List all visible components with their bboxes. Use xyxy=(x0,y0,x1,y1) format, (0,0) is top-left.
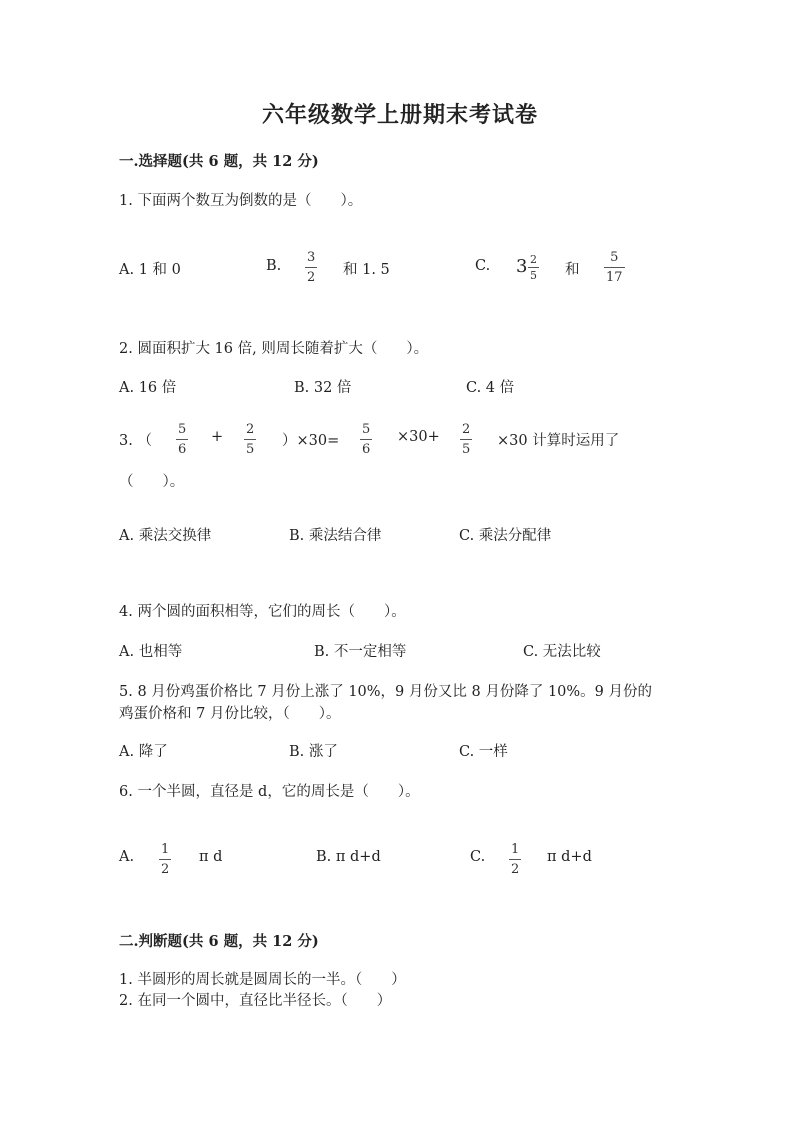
fraction-denominator: 2 xyxy=(511,862,520,877)
q6-option-b: B. π d+d xyxy=(316,849,381,865)
q3-option-a: A. 乘法交换律 xyxy=(119,528,212,544)
q5-option-c: C. 一样 xyxy=(459,744,508,760)
fraction-denominator: 2 xyxy=(161,862,170,877)
fraction-bar xyxy=(159,859,171,860)
q5-option-a: A. 降了 xyxy=(119,744,168,760)
q1-option-b-rest: 和 1. 5 xyxy=(343,262,390,278)
fraction-bar xyxy=(509,859,521,860)
q1-option-b-fraction xyxy=(305,251,317,284)
fraction-bar xyxy=(604,267,625,268)
q6-option-c-label: C. xyxy=(470,849,486,865)
question-5-line-2: 鸡蛋价格和 7 月份比较，（ ）。 xyxy=(119,706,341,722)
q2-option-c: C. 4 倍 xyxy=(466,380,515,396)
q1-option-c-fraction xyxy=(528,254,539,281)
q6-option-c-fraction xyxy=(509,843,521,876)
q3-fraction-1 xyxy=(176,423,188,456)
fraction-numerator: 5 xyxy=(178,422,187,437)
judgement-question-2: 2. 在同一个圆中，直径比半径长。（ ） xyxy=(119,993,392,1009)
fraction-bar xyxy=(176,439,188,440)
question-3-prefix: 3. （ xyxy=(119,433,152,449)
q4-option-b: B. 不一定相等 xyxy=(314,644,407,660)
fraction-bar xyxy=(305,267,317,268)
question-1: 1. 下面两个数互为倒数的是（ ）。 xyxy=(119,193,363,209)
fraction-numerator: 3 xyxy=(307,250,316,265)
q1-option-b-label: B. xyxy=(266,258,282,274)
judgement-question-1: 1. 半圆形的周长就是圆周长的一半。（ ） xyxy=(119,972,406,988)
q2-option-a: A. 16 倍 xyxy=(119,380,177,396)
fraction-denominator: 6 xyxy=(362,442,371,457)
q3-option-c: C. 乘法分配律 xyxy=(459,528,552,544)
fraction-numerator: 5 xyxy=(362,422,371,437)
fraction-denominator: 5 xyxy=(246,442,255,457)
q5-option-b: B. 涨了 xyxy=(289,744,338,760)
question-4: 4. 两个圆的面积相等，它们的周长（ ）。 xyxy=(119,604,406,620)
q3-option-b: B. 乘法结合律 xyxy=(289,528,382,544)
q3-fraction-3 xyxy=(360,423,372,456)
q3-suffix: ×30 计算时运用了 xyxy=(497,433,620,449)
fraction-denominator: 5 xyxy=(530,269,537,282)
q1-option-a: A. 1 和 0 xyxy=(119,262,181,278)
fraction-bar xyxy=(460,439,472,440)
question-5-line-1: 5. 8 月份鸡蛋价格比 7 月份上涨了 10%，9 月份又比 8 月份降了 10%。9 月份的 xyxy=(119,684,653,700)
q3-mid-2: ×30+ xyxy=(397,429,440,445)
question-6: 6. 一个半圆，直径是 d，它的周长是（ ）。 xyxy=(119,784,420,800)
fraction-numerator: 1 xyxy=(161,842,170,857)
q3-fraction-2 xyxy=(244,423,256,456)
fraction-bar xyxy=(244,439,256,440)
q1-option-c-whole: 3 xyxy=(516,256,528,277)
fraction-denominator: 5 xyxy=(462,442,471,457)
fraction-numerator: 2 xyxy=(246,422,255,437)
fraction-denominator: 2 xyxy=(307,270,316,285)
section-heading-judgement: 二.判断题(共 6 题，共 12 分) xyxy=(119,933,319,950)
fraction-numerator: 2 xyxy=(462,422,471,437)
q6-option-c-rest: π d+d xyxy=(547,849,592,865)
fraction-bar xyxy=(360,439,372,440)
q4-option-c: C. 无法比较 xyxy=(523,644,601,660)
q6-option-a-rest: π d xyxy=(199,849,223,865)
q3-fraction-4 xyxy=(460,423,472,456)
q4-option-a: A. 也相等 xyxy=(119,644,183,660)
q6-option-a-fraction xyxy=(159,843,171,876)
q1-option-c-and: 和 xyxy=(565,262,580,278)
q3-mid: ）×30= xyxy=(282,433,340,449)
q1-option-c-fraction-2 xyxy=(604,251,625,284)
fraction-numerator: 5 xyxy=(610,250,619,265)
fraction-numerator: 2 xyxy=(530,253,537,266)
section-heading-choice: 一.选择题(共 6 题，共 12 分) xyxy=(119,153,319,170)
q3-plus: + xyxy=(211,429,224,445)
question-2: 2. 圆面积扩大 16 倍, 则周长随着扩大（ ）。 xyxy=(119,341,429,357)
fraction-denominator: 6 xyxy=(178,442,187,457)
q1-option-c-label: C. xyxy=(475,258,491,274)
fraction-numerator: 1 xyxy=(511,842,520,857)
q6-option-a-label: A. xyxy=(119,849,135,865)
fraction-bar xyxy=(528,267,539,268)
q2-option-b: B. 32 倍 xyxy=(294,380,352,396)
exam-title: 六年级数学上册期末考试卷 xyxy=(261,102,538,128)
q3-line-2: （ ）。 xyxy=(119,474,185,490)
fraction-denominator: 17 xyxy=(606,270,623,285)
